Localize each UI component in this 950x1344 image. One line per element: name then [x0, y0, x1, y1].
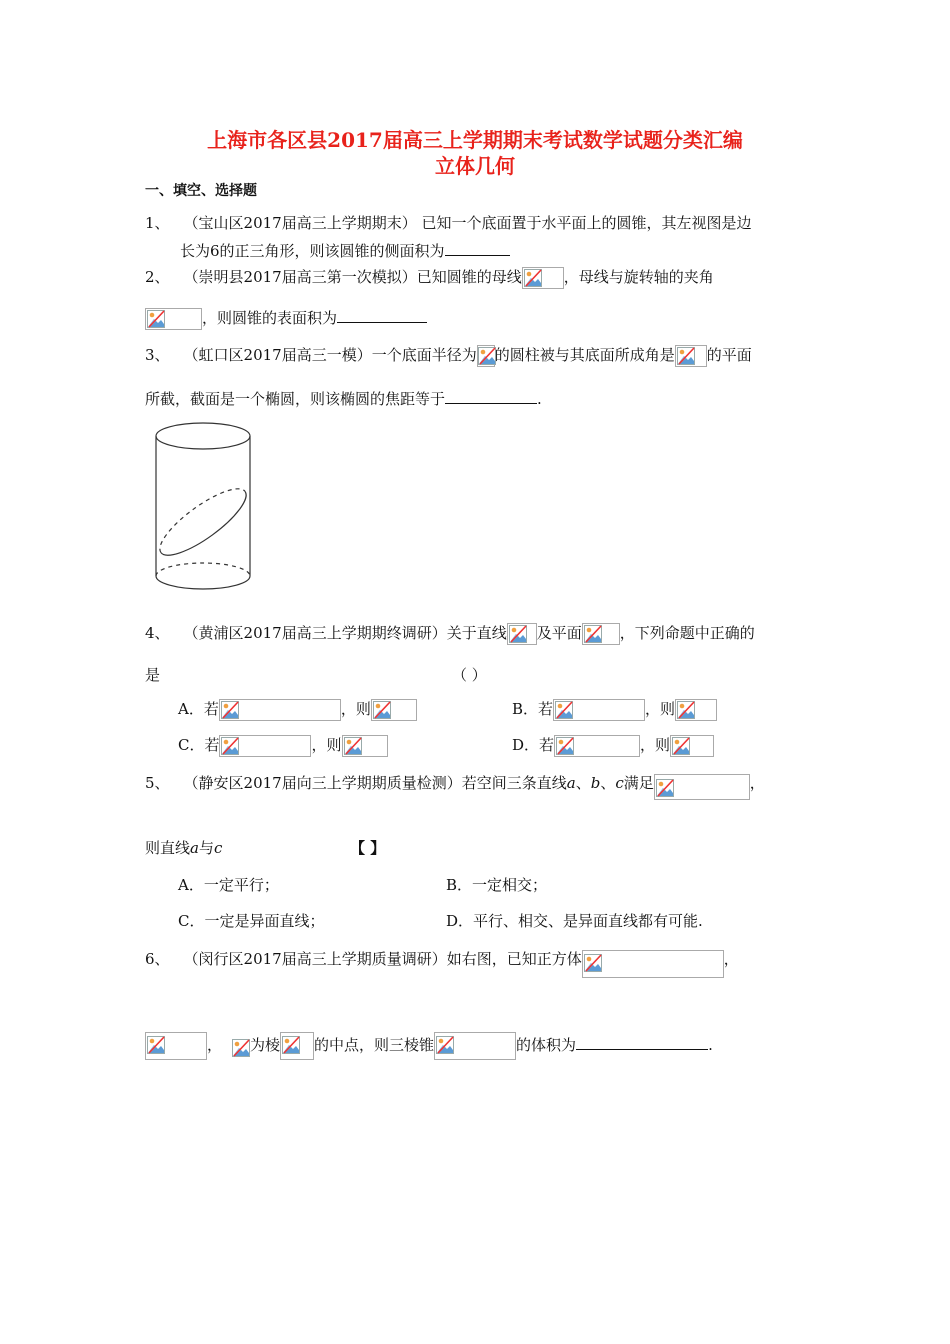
- comma: ，: [723, 950, 739, 968]
- q4-text3: ，下列命题中正确的: [619, 624, 755, 642]
- separator: 、: [575, 774, 591, 792]
- q2-text2: ，母线与旋转轴的夹角: [563, 268, 714, 286]
- broken-image-icon: [654, 774, 750, 800]
- q1-answer-blank[interactable]: [445, 255, 510, 256]
- broken-image-icon: [675, 345, 707, 367]
- q3-text1: （虹口区2017届高三一模）一个底面半径为: [183, 346, 477, 364]
- option-then: ，则: [645, 700, 676, 718]
- var-a: a: [190, 839, 199, 857]
- period: .: [708, 1036, 713, 1054]
- q3-line2: [145, 388, 542, 409]
- var-c: c: [615, 774, 624, 792]
- comma: ，: [207, 1036, 223, 1054]
- q2-text3: ，则圆锥的表面积为: [202, 309, 338, 327]
- q1-number: 1、: [145, 214, 170, 232]
- broken-image-icon: [670, 735, 714, 757]
- broken-image-icon: [477, 345, 495, 367]
- q6-answer-blank[interactable]: [576, 1049, 708, 1050]
- broken-image-icon: [582, 950, 724, 978]
- q6-line2: [145, 1032, 713, 1060]
- q5-option-d[interactable]: D．平行、相交、是异面直线都有可能.: [446, 912, 703, 930]
- q6-text3: 的中点，则三棱锥: [314, 1036, 435, 1054]
- q4-text2: 及平面: [536, 624, 582, 642]
- section-heading: 一、填空、选择题: [145, 183, 257, 199]
- broken-image-icon: [219, 735, 311, 757]
- q1-line2: [180, 240, 510, 261]
- option-then: ，则: [340, 700, 371, 718]
- q4-number: 4、: [145, 624, 170, 642]
- q6-text4: 的体积为: [516, 1036, 577, 1054]
- q3-answer-blank[interactable]: [445, 403, 537, 404]
- option-then: ，则: [311, 736, 342, 754]
- q2-answer-blank[interactable]: [337, 322, 427, 323]
- q4-line1: [145, 622, 755, 645]
- var-c: c: [213, 839, 223, 857]
- broken-image-icon: [232, 1035, 250, 1057]
- q4-line2: 是: [145, 666, 161, 684]
- q6-text1: （闵行区2017届高三上学期质量调研）如右图，已知正方体: [183, 950, 582, 968]
- q1-text2: 长为6的正三角形，则该圆锥的侧面积为: [180, 242, 445, 260]
- page-title: 上海市各区县2017届高三上学期期末考试数学试题分类汇编: [207, 128, 743, 152]
- q5-text3: 则直线: [145, 839, 191, 857]
- option-label: D．若: [512, 736, 555, 754]
- q3-text3: 的平面: [706, 346, 752, 364]
- q4-option-c[interactable]: [178, 734, 388, 757]
- broken-image-icon: [434, 1032, 516, 1060]
- q3-text2: 的圆柱被与其底面所成角是: [494, 346, 675, 364]
- option-label: C．若: [178, 736, 220, 754]
- option-label: B．若: [512, 700, 554, 718]
- broken-image-icon: [522, 267, 564, 289]
- q3-line1: [145, 344, 752, 367]
- q1-line1: [145, 212, 752, 233]
- broken-image-icon: [554, 735, 640, 757]
- broken-image-icon: [507, 623, 537, 645]
- q6-number: 6、: [145, 950, 170, 968]
- var-b: b: [590, 774, 601, 792]
- q5-option-b[interactable]: B．一定相交；: [446, 876, 548, 894]
- broken-image-icon: [219, 699, 341, 721]
- q4-paren: （ ）: [452, 666, 487, 684]
- q5-line1: [145, 772, 765, 800]
- broken-image-icon: [280, 1032, 314, 1060]
- broken-image-icon: [145, 1032, 207, 1060]
- broken-image-icon: [582, 623, 620, 645]
- q3-number: 3、: [145, 346, 170, 364]
- comma: ，: [749, 774, 765, 792]
- q6-line1: [145, 948, 739, 978]
- q2-number: 2、: [145, 268, 170, 286]
- q4-text1: （黄浦区2017届高三上学期期终调研）关于直线: [183, 624, 507, 642]
- option-label: A．若: [178, 700, 219, 718]
- q2-text1: （崇明县2017届高三第一次模拟）已知圆锥的母线: [183, 268, 522, 286]
- q4-option-d[interactable]: [512, 734, 714, 757]
- broken-image-icon: [675, 699, 717, 721]
- page-subtitle: 立体几何: [435, 154, 515, 178]
- q2-line1: [145, 266, 714, 289]
- q5-number: 5、: [145, 774, 170, 792]
- q4-option-a[interactable]: [178, 698, 417, 721]
- q5-text2: 满足: [623, 774, 654, 792]
- q5-bracket: 【 】: [350, 839, 386, 857]
- option-then: ，则: [640, 736, 671, 754]
- q1-text1: （宝山区2017届高三上学期期末） 已知一个底面置于水平面上的圆锥，其左视图是边: [183, 214, 752, 232]
- q2-line2: [145, 307, 427, 330]
- broken-image-icon: [342, 735, 388, 757]
- conjunction: 与: [198, 839, 214, 857]
- q5-text1: （静安区2017届向三上学期期质量检测）若空间三条直线: [183, 774, 567, 792]
- broken-image-icon: [145, 308, 202, 330]
- cylinder-figure: [143, 418, 263, 600]
- q5-line2: [145, 837, 222, 858]
- q6-text2: 为棱: [250, 1036, 281, 1054]
- q5-option-a[interactable]: A．一定平行；: [178, 876, 279, 894]
- q3-text4: 所截，截面是一个椭圆，则该椭圆的焦距等于: [145, 390, 446, 408]
- q4-option-b[interactable]: [512, 698, 717, 721]
- q3-text5: .: [537, 390, 542, 408]
- q5-option-c[interactable]: C．一定是异面直线；: [178, 912, 325, 930]
- separator: 、: [600, 774, 616, 792]
- var-a: a: [566, 774, 576, 792]
- broken-image-icon: [553, 699, 645, 721]
- broken-image-icon: [371, 699, 417, 721]
